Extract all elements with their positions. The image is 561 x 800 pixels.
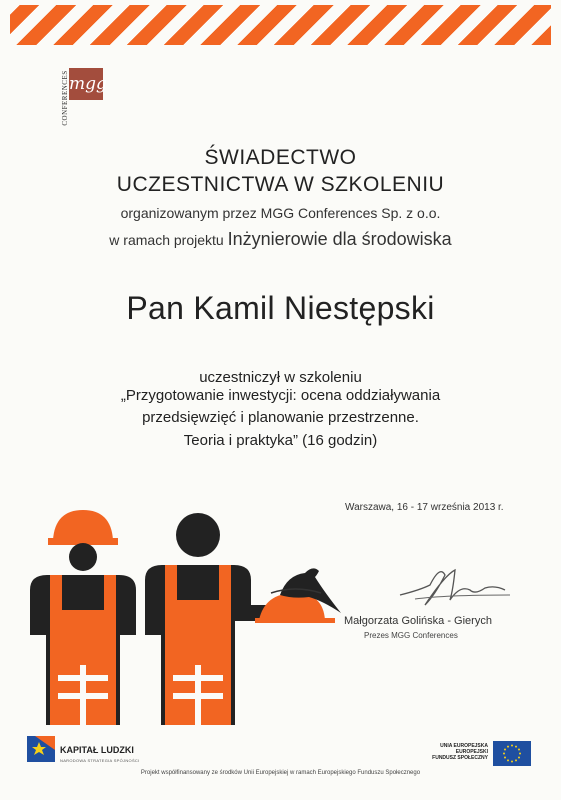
- participant-name: Pan Kamil Niestępski: [126, 290, 435, 326]
- organizer-line: organizowanym przez MGG Conferences Sp. z o.o.: [120, 205, 441, 221]
- signature: [395, 555, 515, 615]
- certificate-subtitle: UCZESTNICTWA W SZKOLENIU: [116, 173, 445, 196]
- signatory-role: Prezes MGG Conferences: [364, 631, 458, 640]
- eu-flag-icon: [493, 741, 531, 766]
- training-title-line-1: „Przygotowanie inwestycji: ocena oddziaływania: [120, 387, 441, 404]
- place-date: Warszawa, 16 - 17 września 2013 r.: [345, 502, 504, 513]
- project-name: Inżynierowie dla środowiska: [227, 229, 452, 249]
- project-prefix: w ramach projektu: [109, 232, 224, 248]
- mgg-logo: [55, 68, 105, 132]
- top-warning-stripe: [10, 5, 551, 45]
- funding-note: Projekt współfinansowany ze środków Unii Europejskiej w ramach Europejskiego Funduszu Społecznego: [140, 770, 421, 776]
- worker-left: [30, 510, 136, 725]
- certificate-title: ŚWIADECTWO: [204, 146, 357, 169]
- project-line: [0, 229, 561, 250]
- participated-text: uczestniczył w szkoleniu: [199, 369, 362, 386]
- worker-right: [145, 513, 341, 725]
- eu-text-line-1: UNIA EUROPEJSKA: [440, 743, 488, 749]
- eu-text-line-2: EUROPEJSKI: [455, 749, 488, 755]
- logo-vertical-text: CONFERENCES: [61, 70, 69, 126]
- eu-text: [428, 743, 488, 761]
- logo-mark: mgg: [69, 68, 103, 100]
- kapital-ludzki-subtitle: NARODOWA STRATEGIA SPÓJNOŚCI: [60, 758, 140, 763]
- training-title-line-3: Teoria i praktyka” (16 godzin): [183, 432, 378, 449]
- signatory-name: Małgorzata Golińska - Gierych: [344, 615, 492, 627]
- eu-text-line-3: FUNDUSZ SPOŁECZNY: [432, 755, 488, 761]
- training-title-line-2: przedsięwzięć i planowanie przestrzenne.: [142, 409, 419, 426]
- workers-illustration: [25, 505, 345, 725]
- kapital-ludzki-title: KAPITAŁ LUDZKI: [60, 745, 134, 755]
